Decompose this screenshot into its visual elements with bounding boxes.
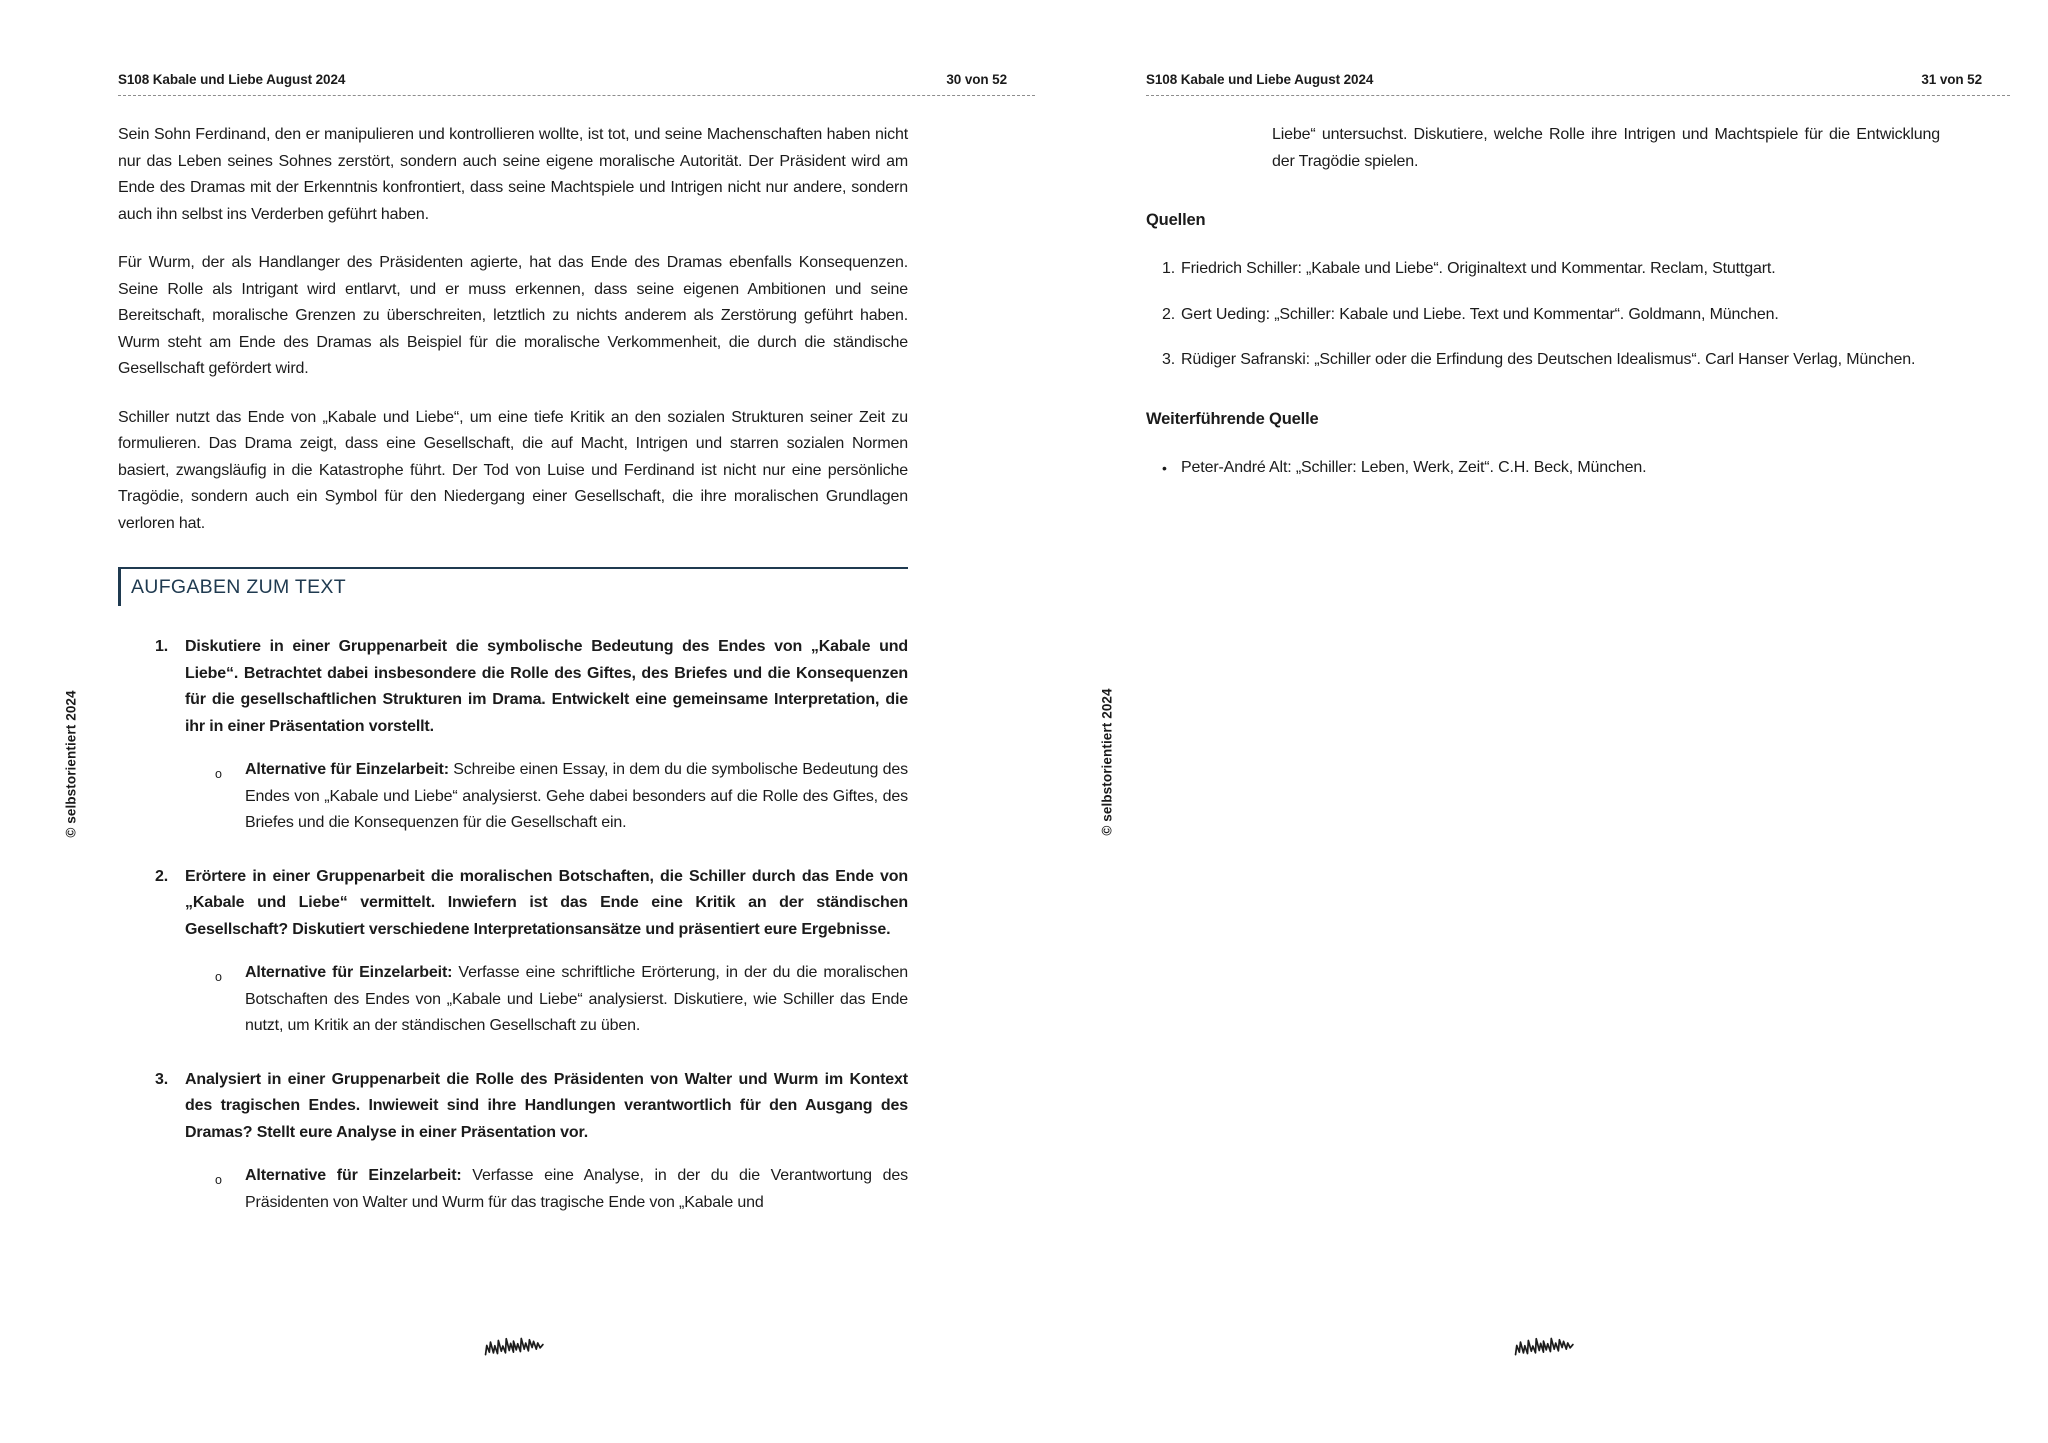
- signature-scribble-icon: [482, 1331, 548, 1362]
- page-31: [1146, 72, 2010, 481]
- task-number: 1.: [155, 638, 169, 655]
- further-source-item: [1146, 455, 1940, 482]
- further-source-text: Peter-André Alt: „Schiller: Leben, Werk, Zeit“. C.H. Beck, München.: [1181, 458, 1647, 476]
- alt-text: [245, 960, 908, 1040]
- source-number: 2.: [1162, 305, 1176, 323]
- alt-item: [118, 1163, 908, 1216]
- source-number: 3.: [1162, 351, 1176, 368]
- alt-text: [245, 757, 908, 837]
- alt-label: Alternative für Einzelarbeit:: [245, 964, 453, 981]
- continuation-text: Liebe“ untersuchst. Diskutiere, welche Rolle ihre Intrigen und Machtspiele für die Entwicklung der Tragödie spielen.: [1272, 126, 1940, 170]
- signature-scribble-icon: [1512, 1331, 1578, 1362]
- task-item: [118, 864, 908, 944]
- page-header: [1146, 72, 2010, 96]
- page-header: [118, 72, 1035, 96]
- copyright-vertical: © selbstorientiert 2024: [1099, 688, 1115, 836]
- paragraph: Schiller nutzt das Ende von „Kabale und Liebe“, um eine tiefe Kritik an den sozialen Strukturen seiner Zeit zu formulieren. Das Drama zeigt, dass eine Gesellschaft, die auf Macht, Intrigen und starren sozialen Normen basiert, zwangsläufig in die Katastrophe führt. Der Tod von Luise und Ferdinand ist nicht nur eine persönliche Tragödie, sondern auch ein Symbol für den Niedergang einer Gesellschaft, die ihre moralischen Grundlagen verloren hat.: [118, 408, 908, 532]
- further-sources-heading: Weiterführende Quelle: [1146, 409, 1319, 428]
- alt-item: [118, 757, 908, 837]
- page-number: 31 von 52: [1921, 72, 1982, 87]
- page-30: [118, 72, 1035, 1243]
- task-item: [118, 634, 908, 740]
- alt-item: [118, 960, 908, 1040]
- source-number: 1.: [1162, 260, 1176, 277]
- task-number: 2.: [155, 867, 169, 885]
- alt-body: Schreibe einen Essay, in dem du die symbolische Bedeutung des Endes von „Kabale und Liebe“ analysierst. Gehe dabei besonders auf die Rolle des Giftes, des Briefes und die Konsequenzen für die Gesellschaft ein.: [245, 761, 908, 831]
- task-text: Diskutiere in einer Gruppenarbeit die symbolische Bedeutung des Endes von „Kabale und Liebe“. Betrachtet dabei insbesondere die Rolle des Giftes, des Briefes und die Konsequenzen für die gesellschaftlichen Strukturen im Drama. Entwickelt eine gemeinsame Interpretation, die ihr in einer Präsentation vorstellt.: [185, 638, 908, 735]
- source-text: Gert Ueding: „Schiller: Kabale und Liebe. Text und Kommentar“. Goldmann, München.: [1181, 305, 1779, 323]
- header-title: S108 Kabale und Liebe August 2024: [1146, 72, 1374, 87]
- circle-bullet-icon: o: [215, 1173, 222, 1187]
- source-text: Rüdiger Safranski: „Schiller oder die Erfindung des Deutschen Idealismus“. Carl Hanser Verlag, München.: [1181, 351, 1916, 368]
- source-item: [1146, 302, 1940, 329]
- bullet-icon: •: [1162, 459, 1167, 476]
- circle-bullet-icon: o: [215, 970, 222, 984]
- alt-body: Verfasse eine schriftliche Erörterung, in der du die moralischen Botschaften des Endes von „Kabale und Liebe“ analysierst. Diskutiere, wie Schiller das Ende nutzt, um Kritik an der ständischen Gesellschaft zu üben.: [245, 964, 908, 1034]
- alt-body: Verfasse eine Analyse, in der du die Verantwortung des Präsidenten von Walter und Wurm für das tragische Ende von „Kabale und: [245, 1167, 908, 1211]
- section-heading: AUFGABEN ZUM TEXT: [118, 567, 908, 606]
- source-item: [1146, 256, 1940, 283]
- page-number: 30 von 52: [946, 72, 1007, 87]
- task-text: Erörtere in einer Gruppenarbeit die moralischen Botschaften, die Schiller durch das Ende von „Kabale und Liebe“ vermittelt. Inwiefern ist das Ende eine Kritik an der ständischen Gesellschaft? Diskutiert verschiedene Interpretationsansätze und präsentiert eure Ergebnisse.: [185, 867, 908, 938]
- page-body: [1146, 122, 1940, 481]
- circle-bullet-icon: o: [215, 767, 222, 781]
- alt-text: [245, 1163, 908, 1216]
- source-item: [1146, 347, 1940, 374]
- task-number: 3.: [155, 1070, 169, 1088]
- header-title: S108 Kabale und Liebe August 2024: [118, 72, 346, 87]
- task-item: [118, 1067, 908, 1147]
- copyright-vertical: © selbstorientiert 2024: [63, 690, 79, 838]
- alt-label: Alternative für Einzelarbeit:: [245, 761, 449, 778]
- signature-logo: [483, 1334, 547, 1360]
- paragraph: Für Wurm, der als Handlanger des Präsidenten agierte, hat das Ende des Dramas ebenfalls Konsequenzen. Seine Rolle als Intrigant wird entlarvt, und er muss erkennen, dass seine eigenen Ambitionen und seine Bereitschaft, moralische Grenzen zu überschreiten, letztlich zu nichts anderem als Zerstörung geführt haben. Wurm steht am Ende des Dramas als Beispiel für die moralische Verkommenheit, die durch die ständische Gesellschaft gefördert wird.: [118, 254, 908, 377]
- task-text: Analysiert in einer Gruppenarbeit die Rolle des Präsidenten von Walter und Wurm im Kontext des tragischen Endes. Inwieweit sind ihre Handlungen verantwortlich für den Ausgang des Dramas? Stellt eure Analyse in einer Präsentation vor.: [185, 1070, 908, 1141]
- source-text: Friedrich Schiller: „Kabale und Liebe“. Originaltext und Kommentar. Reclam, Stuttgart.: [1181, 260, 1776, 277]
- alt-label: Alternative für Einzelarbeit:: [245, 1167, 462, 1184]
- signature-logo: [1513, 1334, 1577, 1360]
- page-body: [118, 122, 908, 1216]
- sources-heading: Quellen: [1146, 211, 1206, 229]
- paragraph: Sein Sohn Ferdinand, den er manipulieren und kontrollieren wollte, ist tot, und seine Machenschaften haben nicht nur das Leben seines Sohnes zerstört, sondern auch seine eigene moralische Autorität. Der Präsident wird am Ende des Dramas mit der Erkenntnis konfrontiert, dass seine Machtspiele und Intrigen nicht nur andere, sondern auch ihn selbst ins Verderben geführt haben.: [118, 126, 908, 223]
